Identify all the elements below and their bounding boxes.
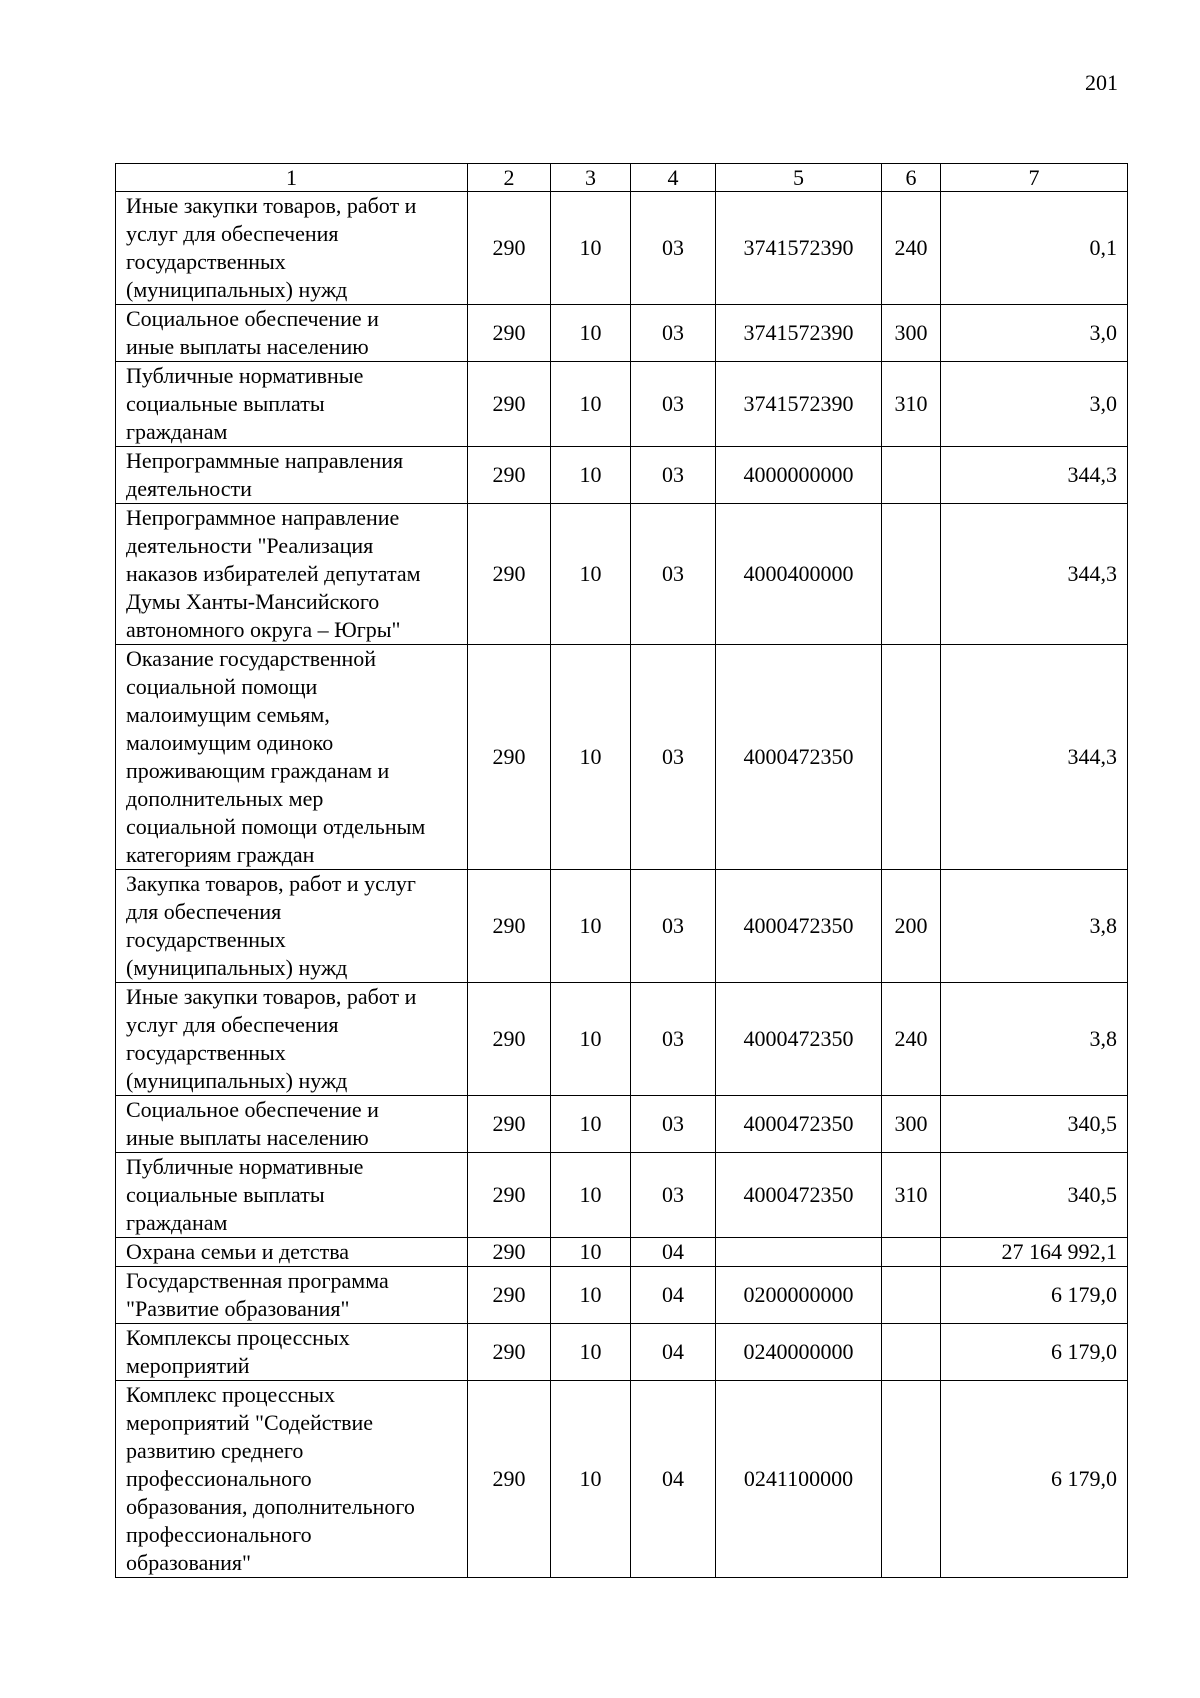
subsection-cell: 03 [631,447,716,504]
expense-type-cell [882,1238,941,1267]
table-row [116,1096,1128,1153]
description-line: развитию среднего [126,1438,304,1463]
header-cell: 6 [882,164,941,192]
subsection-cell: 04 [631,1324,716,1381]
description-line: Комплексы процессных [126,1325,350,1350]
code-cell: 290 [468,983,551,1096]
description-line: мероприятий [126,1353,250,1378]
table-row [116,192,1128,305]
amount-cell: 0,1 [941,192,1128,305]
header-cell: 3 [551,164,631,192]
amount-cell: 344,3 [941,504,1128,645]
description-line: (муниципальных) нужд [126,1068,348,1093]
expense-type-cell [882,1267,941,1324]
expense-type-cell: 200 [882,870,941,983]
section-cell: 10 [551,1267,631,1324]
expense-type-cell [882,504,941,645]
code-cell: 290 [468,447,551,504]
amount-cell: 3,0 [941,362,1128,447]
table-row [116,983,1128,1096]
amount-cell: 340,5 [941,1096,1128,1153]
target-article-cell: 4000472350 [716,1153,882,1238]
code-cell: 290 [468,504,551,645]
description-line: гражданам [126,1210,228,1235]
description-line: социальной помощи [126,674,318,699]
description-line: гражданам [126,419,228,444]
target-article-cell: 4000472350 [716,983,882,1096]
header-cell: 7 [941,164,1128,192]
expense-type-cell [882,447,941,504]
description-line: деятельности [126,476,252,501]
target-article-cell: 0240000000 [716,1324,882,1381]
table-row [116,1238,1128,1267]
target-article-cell: 4000472350 [716,870,882,983]
amount-cell: 344,3 [941,447,1128,504]
section-cell: 10 [551,983,631,1096]
section-cell: 10 [551,1153,631,1238]
code-cell: 290 [468,1153,551,1238]
description-line: образования" [126,1550,252,1575]
header-cell: 5 [716,164,882,192]
description-line: Социальное обеспечение и [126,306,379,331]
description-line: (муниципальных) нужд [126,955,348,980]
budget-table [115,163,1128,1578]
target-article-cell: 4000472350 [716,645,882,870]
subsection-cell: 04 [631,1267,716,1324]
description-line: государственных [126,249,286,274]
description-cell [116,1153,468,1238]
description-line: Комплекс процессных [126,1382,335,1407]
section-cell: 10 [551,305,631,362]
subsection-cell: 03 [631,504,716,645]
description-line: Социальное обеспечение и [126,1097,379,1122]
code-cell: 290 [468,870,551,983]
description-line: "Развитие образования" [126,1296,350,1321]
expense-type-cell: 240 [882,192,941,305]
table-row [116,870,1128,983]
table-row [116,1153,1128,1238]
section-cell: 10 [551,504,631,645]
table-row [116,1267,1128,1324]
target-article-cell: 0200000000 [716,1267,882,1324]
description-line: дополнительных мер [126,786,324,811]
code-cell: 290 [468,1381,551,1578]
description-line: социальные выплаты [126,391,325,416]
description-line: иные выплаты населению [126,1125,369,1150]
code-cell: 290 [468,1324,551,1381]
description-line: Закупка товаров, работ и услуг [126,871,416,896]
code-cell: 290 [468,645,551,870]
header-cell: 4 [631,164,716,192]
description-cell [116,1324,468,1381]
description-line: категориям граждан [126,842,315,867]
description-cell [116,1381,468,1578]
description-cell [116,192,468,305]
subsection-cell: 03 [631,305,716,362]
description-line: проживающим гражданам и [126,758,390,783]
description-cell [116,983,468,1096]
subsection-cell: 03 [631,983,716,1096]
amount-cell: 340,5 [941,1153,1128,1238]
target-article-cell: 4000472350 [716,1096,882,1153]
description-line: наказов избирателей депутатам [126,561,421,586]
subsection-cell: 03 [631,870,716,983]
section-cell: 10 [551,1381,631,1578]
target-article-cell: 4000400000 [716,504,882,645]
amount-cell: 6 179,0 [941,1267,1128,1324]
amount-cell: 27 164 992,1 [941,1238,1128,1267]
description-line: Непрограммное направление [126,505,400,530]
section-cell: 10 [551,1238,631,1267]
page-number: 201 [1085,70,1118,95]
subsection-cell: 03 [631,192,716,305]
description-line: образования, дополнительного [126,1494,415,1519]
target-article-cell: 3741572390 [716,362,882,447]
target-article-cell: 3741572390 [716,305,882,362]
table-row [116,645,1128,870]
amount-cell: 6 179,0 [941,1324,1128,1381]
description-line: автономного округа – Югры" [126,617,401,642]
description-line: услуг для обеспечения [126,1012,339,1037]
table-row [116,362,1128,447]
description-cell [116,447,468,504]
code-cell: 290 [468,362,551,447]
table-row [116,1324,1128,1381]
subsection-cell: 04 [631,1381,716,1578]
table-row [116,1381,1128,1578]
description-line: малоимущим одиноко [126,730,334,755]
code-cell: 290 [468,1238,551,1267]
expense-type-cell: 240 [882,983,941,1096]
description-line: (муниципальных) нужд [126,277,348,302]
section-cell: 10 [551,362,631,447]
description-line: иные выплаты населению [126,334,369,359]
description-line: государственных [126,927,286,952]
description-line: социальные выплаты [126,1182,325,1207]
description-cell [116,870,468,983]
table-row [116,305,1128,362]
code-cell: 290 [468,1267,551,1324]
description-line: Иные закупки товаров, работ и [126,193,417,218]
section-cell: 10 [551,447,631,504]
description-cell [116,1238,468,1267]
description-cell [116,305,468,362]
subsection-cell: 03 [631,1096,716,1153]
table-row [116,504,1128,645]
subsection-cell: 03 [631,1153,716,1238]
description-cell [116,645,468,870]
section-cell: 10 [551,1096,631,1153]
target-article-cell: 3741572390 [716,192,882,305]
code-cell: 290 [468,192,551,305]
amount-cell: 6 179,0 [941,1381,1128,1578]
header-row [116,164,1128,192]
code-cell: 290 [468,1096,551,1153]
description-cell [116,1096,468,1153]
description-line: профессионального [126,1466,312,1491]
header-cell: 1 [116,164,468,192]
target-article-cell: 4000000000 [716,447,882,504]
expense-type-cell: 310 [882,1153,941,1238]
expense-type-cell [882,1324,941,1381]
section-cell: 10 [551,870,631,983]
code-cell: 290 [468,305,551,362]
description-line: государственных [126,1040,286,1065]
description-line: Оказание государственной [126,646,377,671]
description-cell [116,362,468,447]
expense-type-cell: 300 [882,1096,941,1153]
amount-cell: 344,3 [941,645,1128,870]
description-line: социальной помощи отдельным [126,814,426,839]
section-cell: 10 [551,645,631,870]
expense-type-cell: 300 [882,305,941,362]
description-line: Непрограммные направления [126,448,404,473]
expense-type-cell [882,645,941,870]
section-cell: 10 [551,192,631,305]
description-line: Думы Ханты-Мансийского [126,589,380,614]
description-line: Публичные нормативные [126,363,364,388]
description-line: Публичные нормативные [126,1154,364,1179]
description-line: мероприятий "Содействие [126,1410,374,1435]
description-line: малоимущим семьям, [126,702,330,727]
description-line: Охрана семьи и детства [126,1239,350,1264]
description-line: Иные закупки товаров, работ и [126,984,417,1009]
description-line: деятельности "Реализация [126,533,374,558]
amount-cell: 3,8 [941,870,1128,983]
description-line: услуг для обеспечения [126,221,339,246]
expense-type-cell: 310 [882,362,941,447]
amount-cell: 3,0 [941,305,1128,362]
amount-cell: 3,8 [941,983,1128,1096]
description-line: для обеспечения [126,899,282,924]
description-cell [116,1267,468,1324]
target-article-cell: 0241100000 [716,1381,882,1578]
section-cell: 10 [551,1324,631,1381]
subsection-cell: 04 [631,1238,716,1267]
header-cell: 2 [468,164,551,192]
subsection-cell: 03 [631,645,716,870]
subsection-cell: 03 [631,362,716,447]
description-line: Государственная программа [126,1268,389,1293]
description-line: профессионального [126,1522,312,1547]
table-row [116,447,1128,504]
target-article-cell [716,1238,882,1267]
expense-type-cell [882,1381,941,1578]
description-cell [116,504,468,645]
